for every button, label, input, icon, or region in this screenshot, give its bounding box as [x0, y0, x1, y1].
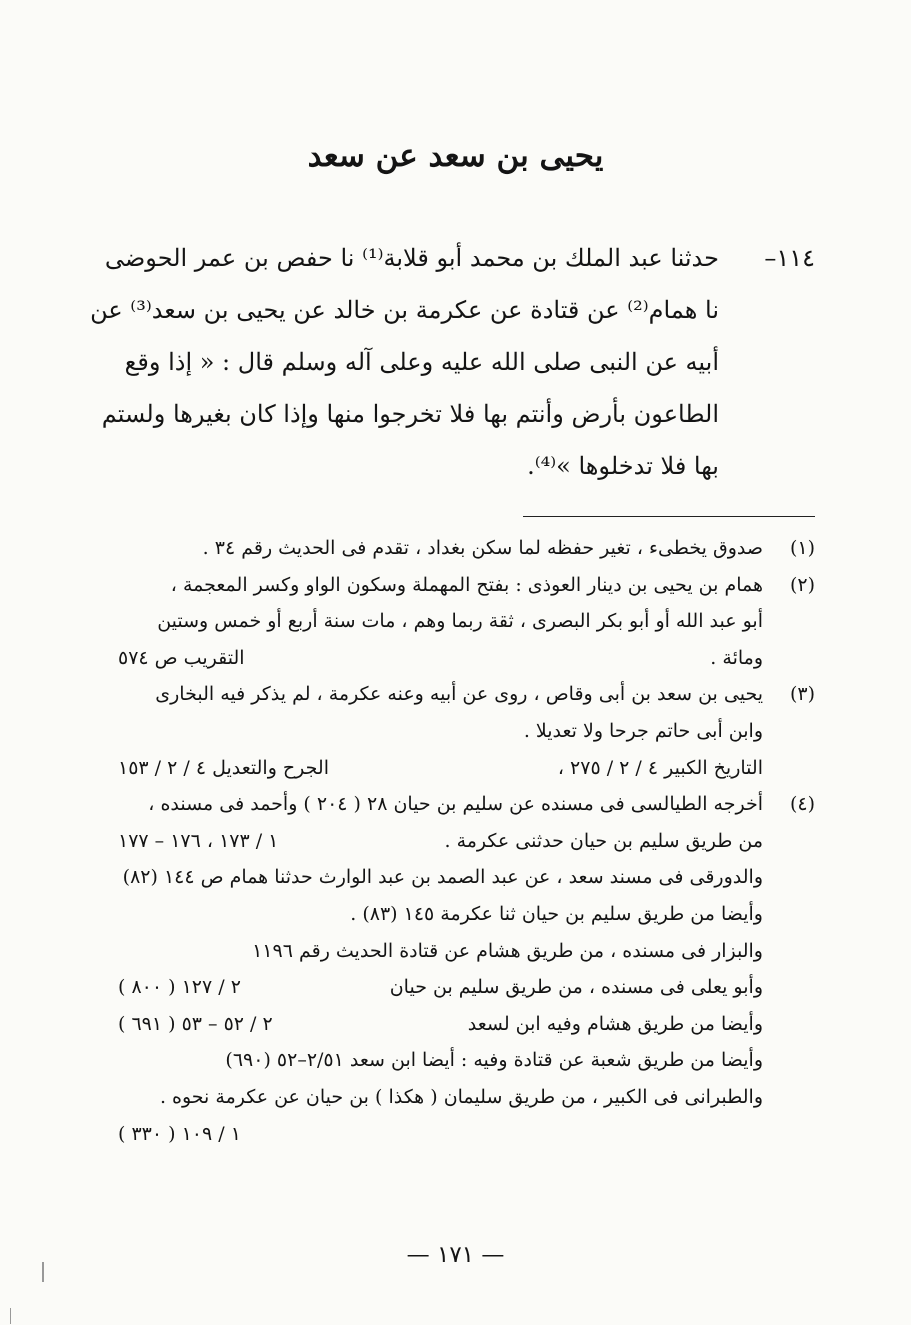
footnote-line — [118, 1116, 763, 1153]
footnote-line — [118, 1079, 763, 1116]
footnote-line — [118, 969, 763, 1006]
scan-mark — [10, 1308, 11, 1324]
footnote-line — [118, 713, 763, 750]
footnote-ref: ١ / ١٧٣ ، ١٧٦ – ١٧٧ — [118, 829, 279, 852]
footnote-text: من طريق سليم بن حيان حدثنى عكرمة . — [444, 829, 763, 852]
hadith-line: نا همام⁽²⁾ عن قتادة عن عكرمة بن خالد عن يحيى بن سعد⁽³⁾ عن — [90, 296, 719, 324]
footnote-text: وأيضا من طريق هشام وفيه ابن لسعد — [467, 1012, 763, 1035]
footnote-line — [118, 1042, 763, 1079]
footnote-1 — [118, 530, 815, 567]
footnote-text: وابن أبى حاتم جرحا ولا تعديلا . — [523, 719, 763, 742]
footnote-number: (٢) — [789, 573, 815, 596]
footnote-line — [118, 640, 763, 677]
footnote-4 — [118, 786, 815, 1152]
footnotes — [118, 530, 815, 1152]
footnote-line — [118, 567, 763, 604]
page-number: — ١٧١ — — [406, 1242, 505, 1268]
footnote-text: يحيى بن سعد بن أبى وقاص ، روى عن أبيه وعنه عكرمة ، لم يذكر فيه البخارى — [155, 683, 763, 706]
footnote-ref: ١ / ١٠٩ ( ٣٣٠ ) — [118, 1122, 241, 1145]
footnote-number: (٣) — [789, 683, 815, 706]
footnote-text: ومائة . — [710, 646, 763, 669]
footnote-line — [118, 1006, 763, 1043]
footnote-line — [118, 823, 763, 860]
footnote-divider — [523, 516, 815, 517]
footnote-text: وأيضا من طريق شعبة عن قتادة وفيه : أيضا ابن سعد ٢/٥١–٥٢ (٦٩٠) — [225, 1049, 763, 1072]
footnote-line — [118, 896, 763, 933]
footnote-number: (٤) — [789, 793, 815, 816]
scan-mark — [42, 1262, 44, 1282]
footnote-line — [118, 786, 763, 823]
hadith-line: الطاعون بأرض وأنتم بها فلا تخرجوا منها وإذا كان بغيرها ولستم — [101, 400, 719, 428]
chapter-title: يحيى بن سعد عن سعد — [307, 138, 604, 174]
footnote-line — [118, 933, 763, 970]
hadith-114 — [90, 232, 815, 492]
footnote-3 — [118, 676, 815, 786]
footnote-2 — [118, 567, 815, 677]
footnote-line — [118, 603, 763, 640]
footnote-text: وأيضا من طريق سليم بن حيان ثنا عكرمة ١٤٥ (٨٣) . — [350, 902, 763, 925]
footnote-text: أبو عبد الله أو أبو بكر البصرى ، ثقة ربما وهم ، مات سنة أربع أو خمس وستين — [157, 610, 763, 633]
footnote-text: التاريخ الكبير ٤ / ٢ / ٢٧٥ ، — [557, 756, 763, 779]
footnote-number: (١) — [789, 537, 815, 559]
footnote-ref: الجرح والتعديل ٤ / ٢ / ١٥٣ — [118, 756, 329, 779]
footnote-text: صدوق يخطىء ، تغير حفظه لما سكن بغداد ، تقدم فى الحديث رقم ٣٤ . — [202, 537, 763, 559]
footnote-text: والطبرانى فى الكبير ، من طريق سليمان ( هكذا ) بن حيان عن عكرمة نحوه . — [159, 1085, 763, 1108]
footnote-ref: ٢ / ١٢٧ ( ٨٠٠ ) — [118, 976, 241, 999]
hadith-text — [90, 232, 719, 492]
footnote-line — [118, 750, 763, 787]
footnote-text: والبزار فى مسنده ، من طريق هشام عن قتادة الحديث رقم ١١٩٦ — [252, 939, 763, 962]
footnote-text: وأبو يعلى فى مسنده ، من طريق سليم بن حيان — [389, 976, 763, 999]
footnote-line — [118, 859, 763, 896]
footnote-text: همام بن يحيى بن دينار العوذى : بفتح المهملة وسكون الواو وكسر المعجمة ، — [170, 573, 763, 596]
footnote-line — [118, 676, 763, 713]
footnote-text: والدورقى فى مسند سعد ، عن عبد الصمد بن عبد الوارث حدثنا همام ص ١٤٤ (٨٢) — [122, 866, 763, 889]
footnote-ref: التقريب ص ٥٧٤ — [118, 646, 245, 669]
hadith-line: أبيه عن النبى صلى الله عليه وعلى آله وسلم قال : « إذا وقع — [124, 348, 719, 376]
footnote-line — [118, 530, 763, 567]
footnote-text: أخرجه الطيالسى فى مسنده عن سليم بن حيان ٢٨ ( ٢٠٤ ) وأحمد فى مسنده ، — [148, 793, 763, 816]
hadith-number: ١١٤– — [764, 244, 815, 272]
hadith-line: بها فلا تدخلوها »⁽⁴⁾. — [527, 452, 719, 480]
hadith-line: حدثنا عبد الملك بن محمد أبو قلابة⁽¹⁾ نا حفص بن عمر الحوضى — [104, 244, 719, 272]
footnote-ref: ٢ / ٥٢ – ٥٣ ( ٦٩١ ) — [118, 1012, 273, 1035]
